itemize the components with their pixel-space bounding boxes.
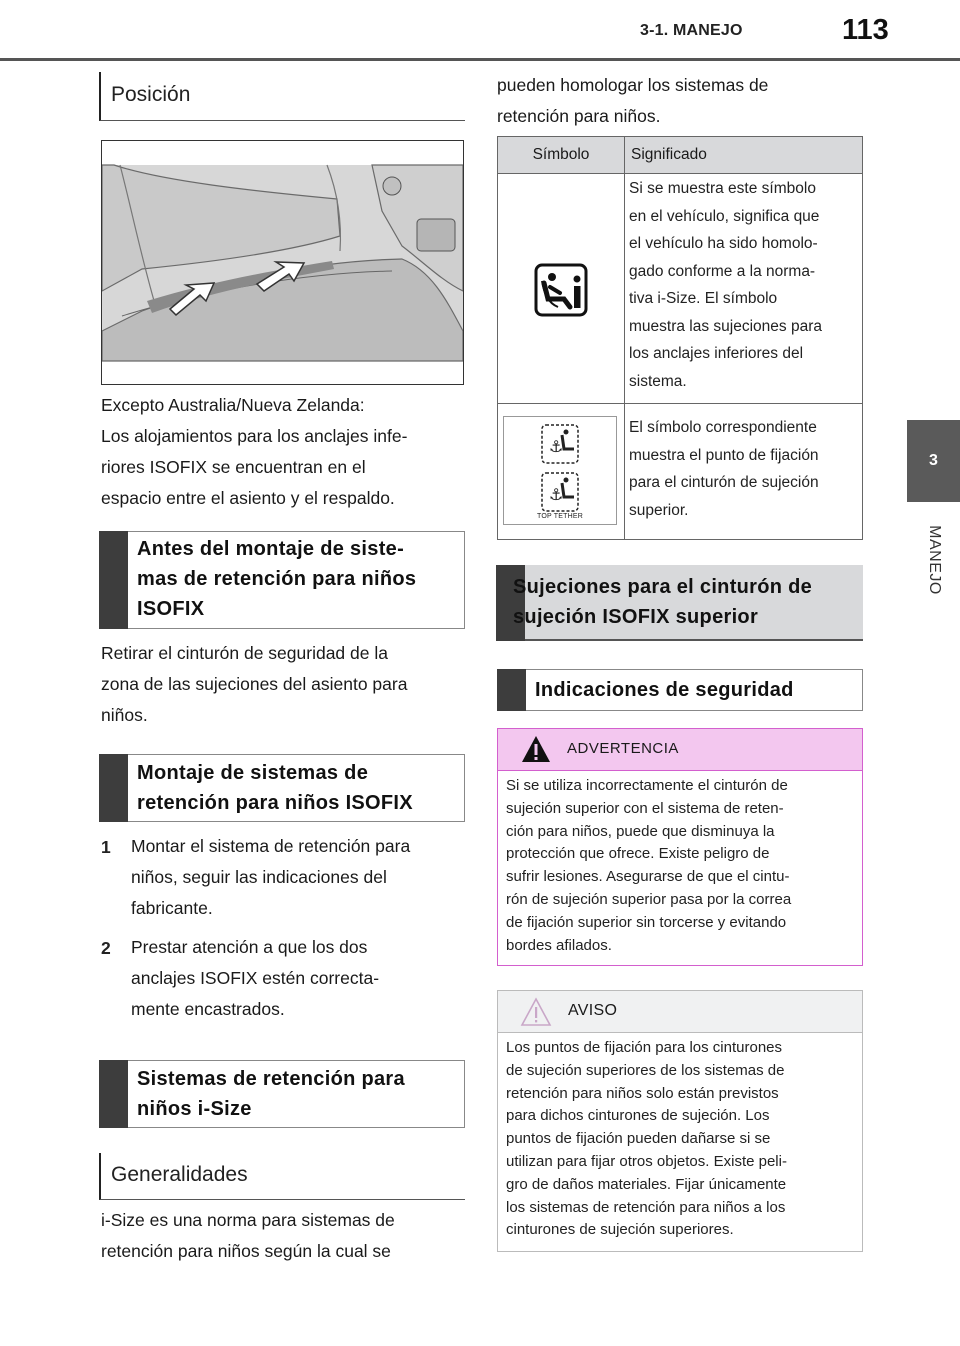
step-line: mente encastrados. [131, 999, 285, 1019]
aviso-line: Los puntos de fijación para los cinturones [506, 1039, 783, 1056]
heading-line: Indicaciones de seguridad [535, 679, 794, 701]
warning-line: protección que ofrece. Existe peligro de [506, 845, 770, 863]
table-cell-line: El símbolo correspondiente [629, 419, 817, 436]
aviso-notice [497, 990, 863, 1252]
chapter-tab[interactable]: 3 [907, 420, 960, 502]
aviso-header [498, 991, 862, 1033]
symbol-table [497, 136, 863, 540]
montaje-isofix-heading [99, 754, 465, 822]
table-cell-line: muestra el punto de fijación [629, 446, 819, 464]
position-text-line: Excepto Australia/Nueva Zelanda: [101, 395, 365, 415]
header-rule [0, 58, 960, 61]
warning-line: de fijación superior sin torcerse y evitando [506, 913, 787, 931]
generalidades-heading-text: Generalidades [111, 1163, 248, 1186]
body-text-line: pueden homologar los sistemas de [497, 75, 769, 95]
table-cell-line: gado conforme a la norma- [629, 262, 816, 280]
table-cell-line: sistema. [629, 372, 687, 390]
isize-intro-text [497, 70, 768, 132]
generalidades-text [101, 1205, 395, 1267]
warning-title: ADVERTENCIA [567, 740, 679, 757]
heading-line: Sistemas de retención para [137, 1068, 405, 1090]
heading-line: niños i-Size [137, 1098, 252, 1120]
aviso-line: retención para niños solo están previstos [506, 1084, 779, 1102]
step-line: Prestar atención a que los dos [131, 937, 368, 957]
table-cell-meaning [629, 175, 822, 395]
svg-text:⚓: ⚓ [549, 485, 564, 504]
heading-bar [99, 754, 128, 822]
isofix-seat-figure [101, 140, 464, 385]
chapter-side-label-text: MANEJO [925, 525, 943, 595]
table-cell-line: en el vehículo, significa que [629, 207, 820, 225]
anchor-seat-icons [503, 416, 617, 525]
antes-montaje-text [101, 638, 407, 731]
heading-line: retención para niños ISOFIX [137, 792, 413, 814]
aviso-line: utilizan para fijar otros objetos. Existe peli- [506, 1152, 787, 1170]
indicaciones-heading [497, 669, 863, 711]
antes-montaje-heading [99, 531, 465, 629]
table-column-divider [624, 137, 625, 539]
aviso-line: de sujeción superiores de los sistemas de [506, 1061, 785, 1079]
step-text [131, 932, 379, 1025]
step-number: 2 [101, 938, 111, 958]
table-cell-line: para el cinturón de sujeción [629, 474, 819, 491]
position-description [101, 390, 407, 514]
body-text-line: niños. [101, 705, 148, 725]
table-header-meaning: Significado [631, 146, 707, 163]
aviso-line: puntos de fijación pueden dañarse si se [506, 1130, 771, 1148]
warning-line: rón de sujeción superior pasa por la correa [506, 890, 792, 908]
chapter-side-label [907, 515, 960, 605]
sujeciones-heading [497, 565, 863, 641]
position-text-line: Los alojamientos para los anclajes infe- [101, 426, 408, 446]
aviso-line: para dichos cinturones de sujeción. Los [506, 1107, 770, 1125]
caution-icon [520, 997, 552, 1027]
heading-bar [99, 1060, 128, 1128]
aviso-line: los sistemas de retención para niños a los [506, 1198, 786, 1216]
table-cell-meaning [629, 414, 819, 524]
warning-line: Si se utiliza incorrectamente el cinturón de [506, 777, 788, 794]
table-header-symbol: Símbolo [532, 146, 590, 163]
heading-bar [99, 531, 128, 629]
heading-bar [497, 669, 526, 711]
generalidades-heading [99, 1153, 465, 1200]
i-size-seat-icon [534, 263, 588, 317]
top-tether-caption: TOP TETHER [537, 513, 583, 520]
position-text-line: riores ISOFIX se encuentran en el [101, 457, 366, 477]
heading-line: sujeción ISOFIX superior [513, 606, 759, 628]
heading-line: ISOFIX [137, 598, 205, 620]
warning-header [498, 729, 862, 771]
heading-line: Sujeciones para el cinturón de [513, 576, 813, 598]
page-number: 113 [842, 14, 889, 46]
table-cell-line: tiva i-Size. El símbolo [629, 290, 778, 307]
body-text-line: retención para niños según la cual se [101, 1241, 391, 1261]
warning-icon [521, 735, 551, 763]
step-line: Montar el sistema de retención para [131, 836, 411, 856]
isofix-seat-illustration [102, 141, 463, 384]
heading-line: Montaje de sistemas de [137, 762, 369, 784]
warning-line: bordes afilados. [506, 936, 612, 954]
aviso-title: AVISO [568, 1002, 618, 1019]
table-row-divider [498, 403, 862, 404]
isize-heading [99, 1060, 465, 1128]
table-cell-line: los anclajes inferiores del [629, 345, 804, 362]
body-text-line: Retirar el cinturón de seguridad de la [101, 643, 388, 663]
svg-text:⚓: ⚓ [549, 437, 564, 456]
warning-notice [497, 728, 863, 966]
aviso-line: gro de daños materiales. Fijar únicamente [506, 1175, 787, 1193]
step-line: anclajes ISOFIX estén correcta- [131, 968, 380, 988]
posicion-heading-text: Posición [111, 83, 191, 106]
aviso-line: cinturones de sujeción superiores. [506, 1221, 734, 1239]
table-cell-line: Si se muestra este símbolo [629, 180, 816, 197]
table-cell-line: muestra las sujeciones para [629, 317, 822, 335]
posicion-heading [99, 72, 465, 121]
warning-body [506, 775, 791, 957]
step-number: 1 [101, 837, 111, 857]
heading-line: Antes del montaje de siste- [137, 538, 405, 560]
warning-line: sujeción superior con el sistema de reten- [506, 799, 784, 817]
body-text-line: i-Size es una norma para sistemas de [101, 1210, 395, 1230]
heading-line: mas de retención para niños [137, 568, 417, 590]
position-text-line: espacio entre el asiento y el respaldo. [101, 488, 395, 508]
body-text-line: zona de las sujeciones del asiento para [101, 674, 408, 694]
step-text [131, 831, 410, 924]
table-cell-line: superior. [629, 501, 689, 519]
aviso-body [506, 1037, 787, 1242]
warning-line: ción para niños, puede que disminuya la [506, 822, 775, 840]
warning-line: sufrir lesiones. Asegurarse de que el cintu- [506, 868, 790, 886]
body-text-line: retención para niños. [497, 106, 661, 126]
step-line: niños, seguir las indicaciones del [131, 867, 387, 887]
step-line: fabricante. [131, 898, 213, 918]
table-cell-line: el vehículo ha sido homolo- [629, 235, 818, 252]
running-header-section: 3-1. MANEJO [640, 22, 743, 39]
